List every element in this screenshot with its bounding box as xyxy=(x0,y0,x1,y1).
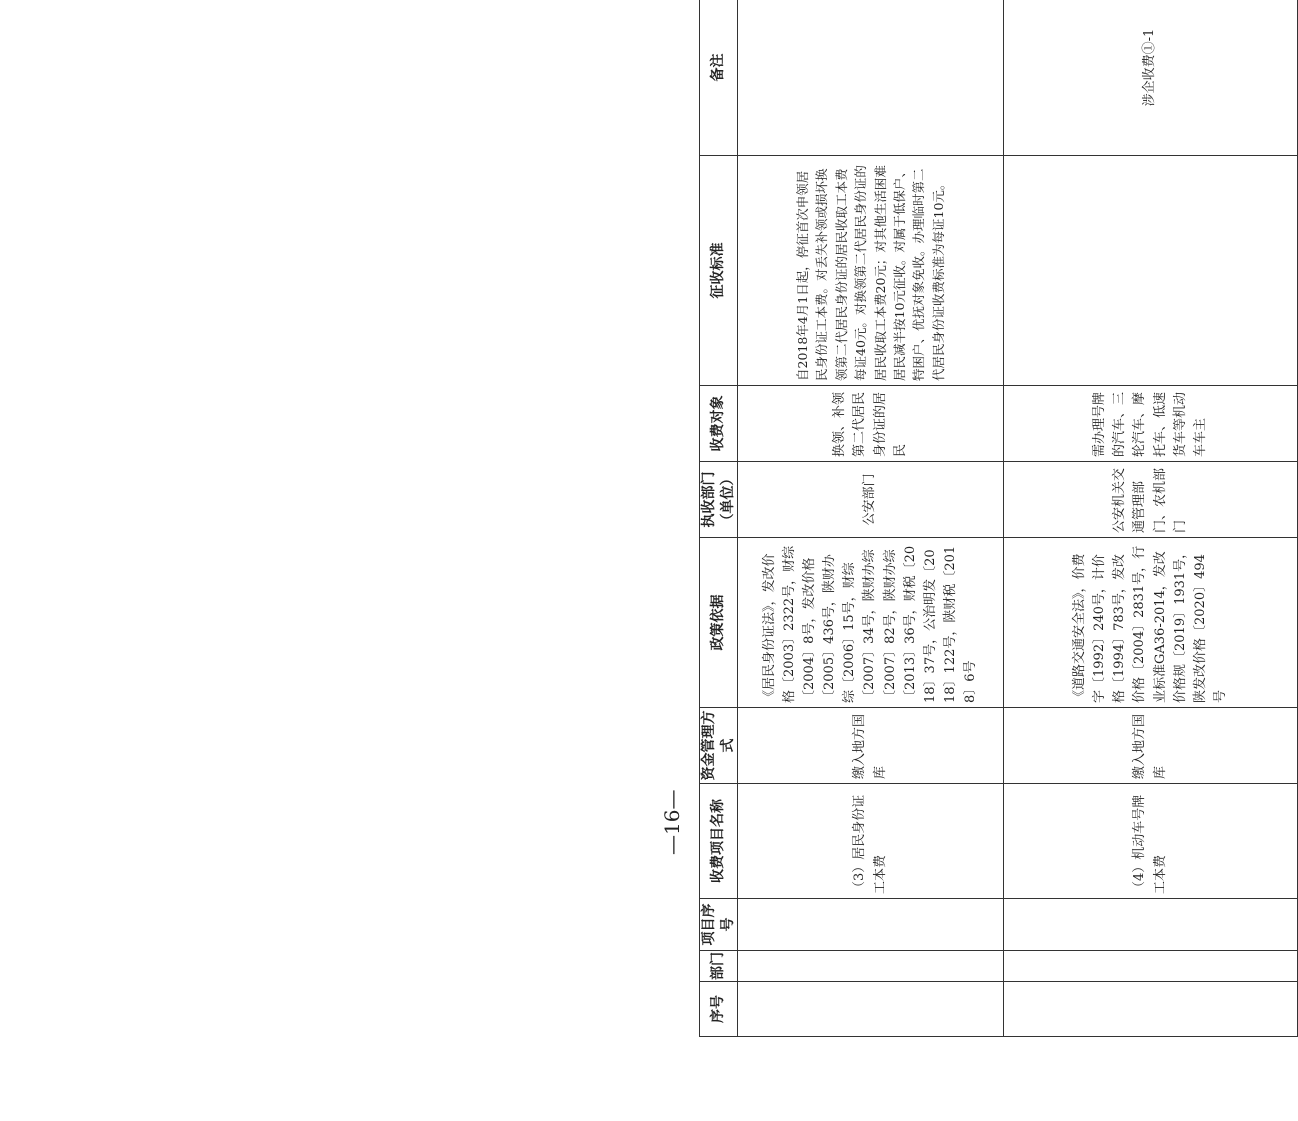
cell-item-name: （3）居民身份证工本费 xyxy=(738,784,1004,899)
header-item-name: 收费项目名称 xyxy=(700,784,738,899)
cell-dept xyxy=(738,951,1004,982)
cell-exec-dept: 公安机关交通管理部门、农机部门 xyxy=(1004,462,1298,538)
cell-standard: 自2018年4月1日起，停征首次申领居民身份证工本费。对丢失补领或损坏换领第二代居民身份证的居民收取工本费每证40元。对换领第二代居民身份证的居民收取工本费20元；对其他生活困难居民减半按10元征收。对属于低保户、特困户、优抚对象免收。办理临时第二代居民身份证收费标准为每证10元。 xyxy=(738,156,1004,386)
header-fund-mgmt: 资金管理方式 xyxy=(700,708,738,784)
header-item-seq: 项目序号 xyxy=(700,899,738,951)
cell-remark xyxy=(738,0,1004,156)
fee-table xyxy=(699,0,1298,1037)
cell-payer: 需办理号牌的汽车、三轮汽车、摩托车、低速货车等机动车车主 xyxy=(1004,386,1298,462)
cell-seq xyxy=(738,982,1004,1037)
header-dept: 部门 xyxy=(700,951,738,982)
header-remark: 备注 xyxy=(700,0,738,156)
cell-fund-mgmt: 缴入地方国库 xyxy=(1004,708,1298,784)
cell-seq xyxy=(1004,982,1298,1037)
page-number xyxy=(660,789,800,855)
cell-payer: 换领、补领第二代居民身份证的居民 xyxy=(738,386,1004,462)
cell-fund-mgmt: 缴入地方国库 xyxy=(738,708,1004,784)
header-payer: 收费对象 xyxy=(700,386,738,462)
cell-standard xyxy=(1004,156,1298,386)
rotated-page xyxy=(699,0,1297,1037)
header-standard: 征收标准 xyxy=(700,156,738,386)
cell-item-name: （4）机动车号牌工本费 xyxy=(1004,784,1298,899)
table-row xyxy=(738,0,1004,1037)
cell-policy: 《道路交通安全法》，价费字〔1992〕240号，计价格〔1994〕783号，发改价格〔2004〕2831号，行业标准GA36-2014，发改价格规〔2019〕1931号，陕发改价格〔2020〕494号 xyxy=(1004,538,1298,708)
page-number-text: —16— xyxy=(660,789,684,855)
cell-item-seq xyxy=(1004,899,1298,951)
cell-remark: 涉企收费①-1 xyxy=(1004,0,1298,156)
cell-policy: 《居民身份证法》，发改价格〔2003〕2322号，财综〔2004〕8号，发改价格〔2005〕436号，陕财办综〔2006〕15号，财综〔2007〕34号，陕财办综〔2007〕82号，陕财办综〔2013〕36号，财税〔2018〕37号，公治明发〔2018〕122号，陕财税〔2018〕6号 xyxy=(738,538,1004,708)
header-exec-dept: 执收部门（单位） xyxy=(700,462,738,538)
table-row xyxy=(1004,0,1298,1037)
cell-item-seq xyxy=(738,899,1004,951)
header-seq: 序号 xyxy=(700,982,738,1037)
cell-exec-dept: 公安部门 xyxy=(738,462,1004,538)
cell-dept xyxy=(1004,951,1298,982)
table-header-row xyxy=(700,0,738,1037)
header-policy: 政策依据 xyxy=(700,538,738,708)
